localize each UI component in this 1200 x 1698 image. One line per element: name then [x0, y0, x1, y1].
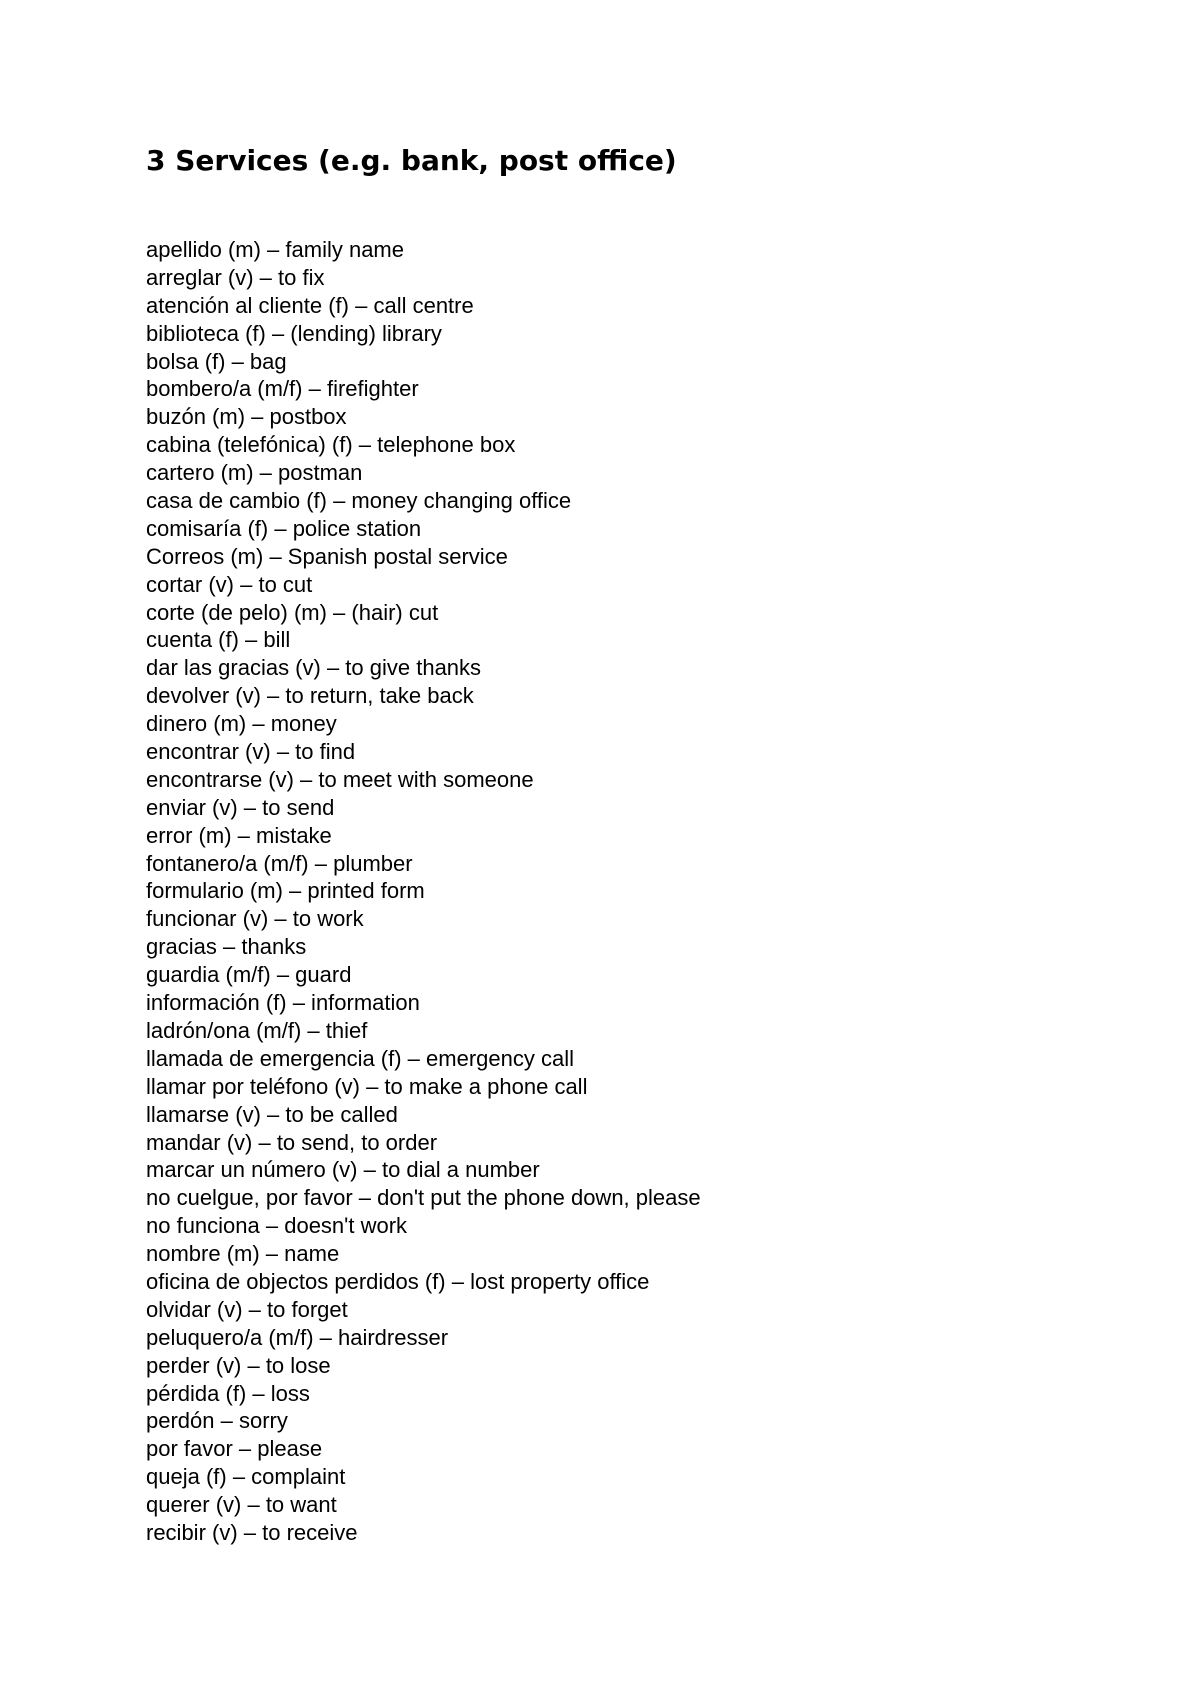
vocabulary-entry: casa de cambio (f) – money changing office — [146, 488, 572, 514]
vocabulary-entry: llamada de emergencia (f) – emergency call — [146, 1045, 574, 1071]
vocabulary-entry: corte (de pelo) (m) – (hair) cut — [146, 599, 439, 625]
vocabulary-entry: dinero (m) – money — [146, 711, 337, 737]
vocabulary-entry: oficina de objectos perdidos (f) – lost property office — [146, 1268, 650, 1294]
vocabulary-entry: bolsa (f) – bag — [146, 348, 287, 374]
vocabulary-entry: atención al cliente (f) – call centre — [146, 292, 474, 318]
vocabulary-entry: querer (v) – to want — [146, 1492, 337, 1518]
vocabulary-entry: llamar por teléfono (v) – to make a phone call — [146, 1073, 588, 1099]
vocabulary-list — [146, 236, 701, 1547]
vocabulary-entry: buzón (m) – postbox — [146, 404, 347, 430]
vocabulary-entry: perdón – sorry — [146, 1408, 288, 1434]
vocabulary-entry: llamarse (v) – to be called — [146, 1101, 398, 1127]
vocabulary-entry: formulario (m) – printed form — [146, 878, 425, 904]
vocabulary-entry: recibir (v) – to receive — [146, 1519, 358, 1545]
vocabulary-entry: no funciona – doesn't work — [146, 1213, 408, 1239]
vocabulary-entry: nombre (m) – name — [146, 1241, 340, 1267]
vocabulary-entry: cartero (m) – postman — [146, 460, 363, 486]
vocabulary-entry: dar las gracias (v) – to give thanks — [146, 655, 482, 681]
vocabulary-entry: cabina (telefónica) (f) – telephone box — [146, 432, 516, 458]
vocabulary-entry: Correos (m) – Spanish postal service — [146, 543, 508, 569]
vocabulary-entry: queja (f) – complaint — [146, 1464, 346, 1490]
vocabulary-entry: por favor – please — [146, 1436, 323, 1462]
vocabulary-entry: apellido (m) – family name — [146, 237, 404, 262]
page-title: 3 Services (e.g. bank, post office) — [146, 144, 677, 177]
vocabulary-entry: perder (v) – to lose — [146, 1352, 331, 1378]
vocabulary-entry: encontrarse (v) – to meet with someone — [146, 766, 534, 792]
vocabulary-entry: encontrar (v) – to find — [146, 739, 356, 765]
vocabulary-entry: gracias – thanks — [146, 934, 307, 960]
vocabulary-entry: marcar un número (v) – to dial a number — [146, 1157, 540, 1183]
vocabulary-entry: funcionar (v) – to work — [146, 906, 364, 932]
vocabulary-entry: cortar (v) – to cut — [146, 571, 313, 597]
vocabulary-entry: error (m) – mistake — [146, 822, 332, 848]
vocabulary-entry: comisaría (f) – police station — [146, 515, 422, 541]
vocabulary-entry: cuenta (f) – bill — [146, 627, 291, 653]
vocabulary-entry: información (f) – information — [146, 990, 420, 1016]
vocabulary-entry: bombero/a (m/f) – firefighter — [146, 376, 419, 402]
vocabulary-entry: peluquero/a (m/f) – hairdresser — [146, 1324, 449, 1350]
vocabulary-entry: fontanero/a (m/f) – plumber — [146, 850, 413, 876]
vocabulary-entry: biblioteca (f) – (lending) library — [146, 320, 442, 346]
vocabulary-entry: mandar (v) – to send, to order — [146, 1129, 438, 1155]
vocabulary-entry: enviar (v) – to send — [146, 794, 335, 820]
vocabulary-entry: no cuelgue, por favor – don't put the phone down, please — [146, 1185, 701, 1211]
vocabulary-entry: ladrón/ona (m/f) – thief — [146, 1017, 368, 1043]
vocabulary-entry: guardia (m/f) – guard — [146, 962, 352, 988]
vocabulary-entry: devolver (v) – to return, take back — [146, 683, 474, 709]
vocabulary-entry: pérdida (f) – loss — [146, 1380, 310, 1406]
vocabulary-entry: arreglar (v) – to fix — [146, 264, 325, 290]
vocabulary-entry: olvidar (v) – to forget — [146, 1296, 348, 1322]
